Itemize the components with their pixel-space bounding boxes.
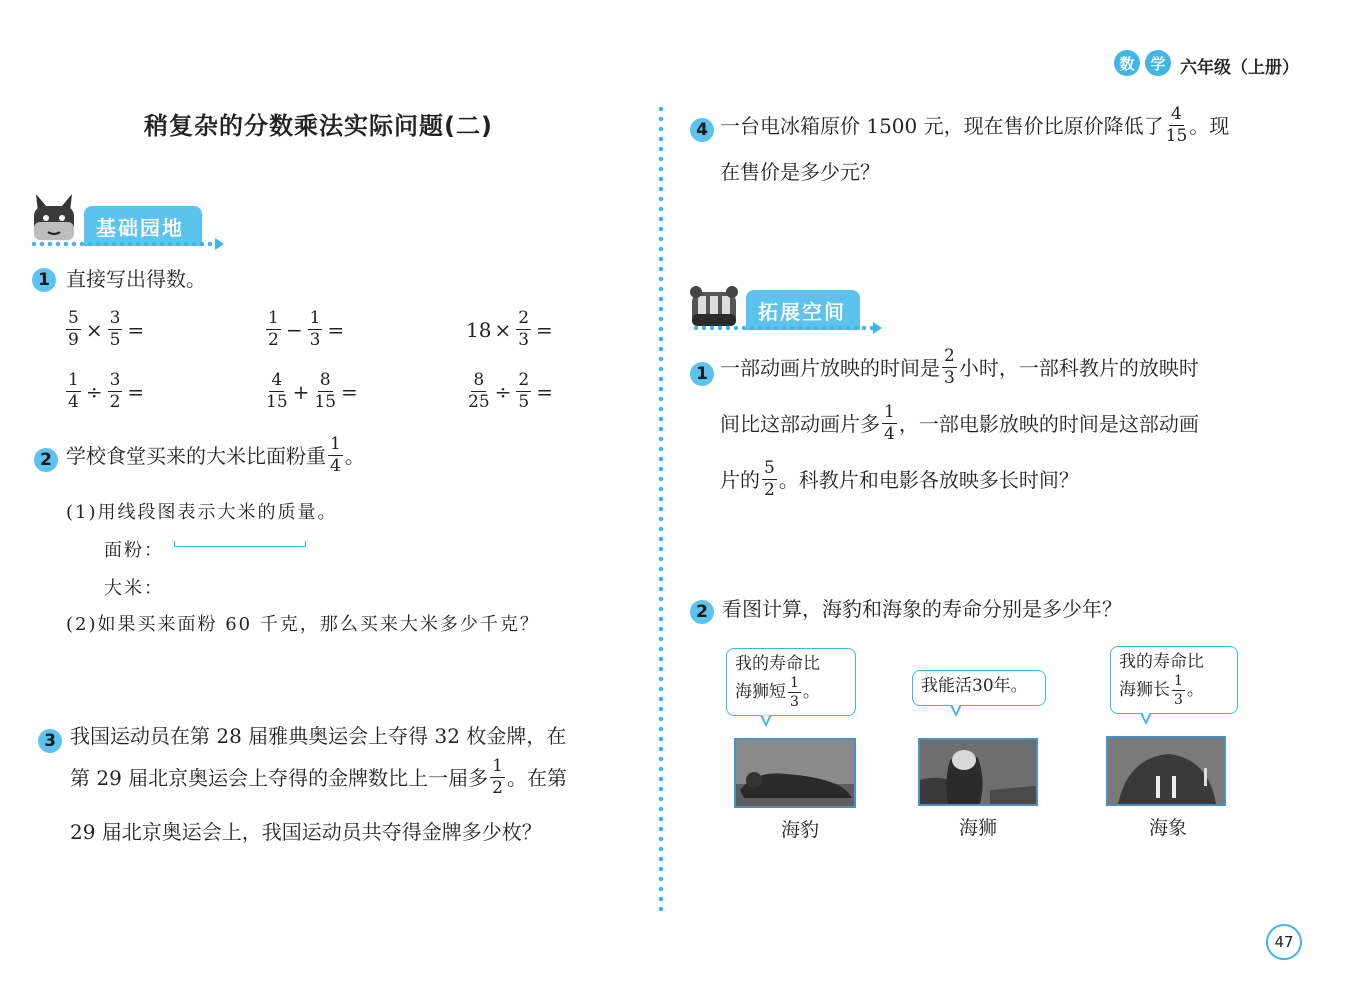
section-extend-underline [692,324,874,332]
problem-2-text: 学校食堂买来的大米比面粉重 $\frac{1}{4}$ 。 [66,434,365,476]
problem-number-1: 1 [32,268,56,292]
extend-problem-number-1: 1 [690,362,714,386]
extend-problem-1-line-1: 一部动画片放映的时间是 $\frac{2}{3}$ 小时，一部科教片的放映时 [720,346,1199,388]
section-basic-arrow-icon [215,238,224,250]
problem-3-line-2: 第 29 届北京奥运会上夺得的金牌数比上一届多 $\frac{1}{2}$ 。在第 [70,756,567,798]
sealion-bubble-tail-inner [952,704,960,713]
problem-4-line-1: 一台电冰箱原价 1500 元，现在售价比原价降低了 $\frac{4}{15}$ 。现 [720,104,1230,146]
seal-bubble-tail-inner [762,714,770,723]
q1-item-3: 18 × $\frac{2}{3}$ = [466,308,553,350]
extend-problem-1-line-2: 间比这部动画片多 $\frac{1}{4}$ ，一部电影放映的时间是这部动画 [720,402,1199,444]
flour-label: 面粉： [104,540,164,561]
extend-problem-number-2: 2 [690,600,714,624]
sealion-caption: 海狮 [958,817,997,839]
page-title: 稍复杂的分数乘法实际问题(二) [144,112,493,140]
q1-item-5: $\frac{4}{15}$ + $\frac{8}{15}$ = [266,370,358,412]
problem-number-3: 3 [38,729,62,753]
walrus-photo [1106,736,1226,806]
q1-item-4: $\frac{1}{4}$ ÷ $\frac{3}{2}$ = [68,370,145,412]
sealion-speech-bubble: 我能活30年。 [912,670,1046,706]
problem-3-line-1: 我国运动员在第 28 届雅典奥运会上夺得 32 枚金牌，在 [70,724,567,748]
q1-item-2: $\frac{1}{2}$ − $\frac{1}{3}$ = [268,308,345,350]
flour-segment-line [174,541,306,547]
seal-caption: 海豹 [780,819,819,841]
seal-photo [734,738,856,808]
section-basic-label: 基础园地 [84,206,202,246]
extend-problem-1-line-3: 片的 $\frac{5}{2}$ 。科教片和电影各放映多长时间？ [720,458,1079,500]
section-extend-label: 拓展空间 [746,290,860,330]
page-divider [656,104,666,914]
subject-badge-2: 学 [1145,50,1171,76]
walrus-caption: 海象 [1148,817,1187,839]
problem-number-2: 2 [34,448,58,472]
problem-2-part-2: (2)如果买来面粉 60 千克，那么买来大米多少千克？ [66,614,540,635]
problem-4-line-2: 在售价是多少元？ [720,160,880,184]
problem-number-4: 4 [690,118,714,142]
raccoon-mascot-icon [30,190,78,244]
q1-item-6: $\frac{8}{25}$ ÷ $\frac{2}{5}$ = [468,370,553,412]
problem-2-part-1: (1)用线段图表示大米的质量。 [66,502,338,523]
walrus-speech-bubble: 我的寿命比 海狮长 $\frac{1}{3}$ 。 [1110,646,1238,714]
sealion-photo [918,738,1038,806]
rice-label: 大米： [104,578,164,599]
section-extend-arrow-icon [873,322,882,334]
seal-speech-bubble: 我的寿命比 海狮短 $\frac{1}{3}$ 。 [726,648,856,716]
page-number: 47 [1266,924,1302,960]
walrus-bubble-tail-inner [1142,712,1150,721]
problem-1-text: 直接写出得数。 [66,267,206,291]
grade-label: 六年级（上册） [1180,58,1299,78]
subject-badge-1: 数 [1114,50,1140,76]
problem-3-line-3: 29 届北京奥运会上，我国运动员共夺得金牌多少枚？ [70,820,542,844]
q1-item-1: $\frac{5}{9}$ × $\frac{3}{5}$ = [68,308,145,350]
section-basic-underline [30,240,216,248]
extend-problem-2-text: 看图计算，海豹和海象的寿命分别是多少年？ [722,597,1122,621]
